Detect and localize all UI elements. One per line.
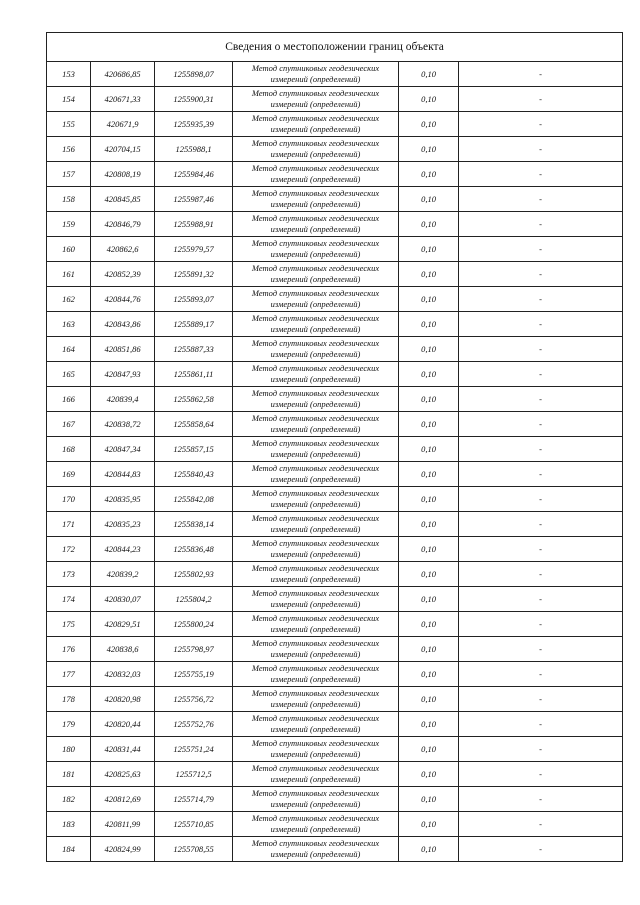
method-cell: [233, 62, 399, 87]
method-cell: [233, 587, 399, 612]
accuracy-cell: 0,10: [399, 587, 459, 612]
accuracy-cell: 0,10: [399, 62, 459, 87]
accuracy-cell: 0,10: [399, 87, 459, 112]
coord-y: 1255712,5: [155, 762, 233, 787]
table-row: [47, 712, 623, 737]
description-cell: -: [459, 512, 623, 537]
table-row: [47, 662, 623, 687]
point-number: 162: [47, 287, 91, 312]
coord-x: 420831,44: [91, 737, 155, 762]
point-number: 172: [47, 537, 91, 562]
coord-x: 420844,23: [91, 537, 155, 562]
point-number: 169: [47, 462, 91, 487]
point-number: 177: [47, 662, 91, 687]
table-row: [47, 537, 623, 562]
coord-x: 420846,79: [91, 212, 155, 237]
coord-y: 1255802,93: [155, 562, 233, 587]
boundary-coordinates-table: [46, 32, 623, 862]
coord-y: 1255900,31: [155, 87, 233, 112]
description-cell: -: [459, 437, 623, 462]
table-row: [47, 837, 623, 862]
table-row: [47, 412, 623, 437]
table-row: [47, 62, 623, 87]
table-row: [47, 787, 623, 812]
method-cell: [233, 462, 399, 487]
coord-x: 420811,99: [91, 812, 155, 837]
table-row: [47, 162, 623, 187]
accuracy-cell: 0,10: [399, 137, 459, 162]
coord-x: 420812,69: [91, 787, 155, 812]
method-line1: Метод спутниковых геодезических: [251, 263, 380, 273]
method-cell: [233, 787, 399, 812]
description-cell: -: [459, 637, 623, 662]
method-line1: Метод спутниковых геодезических: [251, 813, 380, 823]
coord-y: 1255756,72: [155, 687, 233, 712]
method-line1: Метод спутниковых геодезических: [251, 563, 380, 573]
coord-y: 1255984,46: [155, 162, 233, 187]
coord-y: 1255935,39: [155, 112, 233, 137]
method-cell: [233, 562, 399, 587]
accuracy-cell: 0,10: [399, 387, 459, 412]
method-line2: измерений (определений): [270, 99, 361, 109]
method-line2: измерений (определений): [270, 824, 361, 834]
accuracy-cell: 0,10: [399, 812, 459, 837]
coord-y: 1255988,1: [155, 137, 233, 162]
method-cell: [233, 737, 399, 762]
method-line1: Метод спутниковых геодезических: [251, 763, 380, 773]
description-cell: -: [459, 662, 623, 687]
method-line1: Метод спутниковых геодезических: [251, 413, 380, 423]
coord-x: 420843,86: [91, 312, 155, 337]
table-row: [47, 812, 623, 837]
coord-x: 420847,93: [91, 362, 155, 387]
table-row: [47, 287, 623, 312]
accuracy-cell: 0,10: [399, 237, 459, 262]
accuracy-cell: 0,10: [399, 487, 459, 512]
accuracy-cell: 0,10: [399, 262, 459, 287]
table-row: [47, 687, 623, 712]
method-line2: измерений (определений): [270, 624, 361, 634]
point-number: 182: [47, 787, 91, 812]
table-row: [47, 212, 623, 237]
method-line1: Метод спутниковых геодезических: [251, 238, 380, 248]
description-cell: -: [459, 712, 623, 737]
method-cell: [233, 837, 399, 862]
point-number: 166: [47, 387, 91, 412]
method-cell: [233, 162, 399, 187]
table-row: [47, 87, 623, 112]
coord-y: 1255710,85: [155, 812, 233, 837]
method-line2: измерений (определений): [270, 649, 361, 659]
point-number: 157: [47, 162, 91, 187]
point-number: 175: [47, 612, 91, 637]
description-cell: -: [459, 287, 623, 312]
method-line2: измерений (определений): [270, 749, 361, 759]
coord-y: 1255800,24: [155, 612, 233, 637]
table-title: Сведения о местоположении границ объекта: [47, 33, 623, 62]
table-row: [47, 737, 623, 762]
point-number: 154: [47, 87, 91, 112]
method-cell: [233, 537, 399, 562]
method-line1: Метод спутниковых геодезических: [251, 88, 380, 98]
method-line2: измерений (определений): [270, 249, 361, 259]
point-number: 168: [47, 437, 91, 462]
method-line2: измерений (определений): [270, 524, 361, 534]
description-cell: -: [459, 312, 623, 337]
table-row: [47, 612, 623, 637]
method-line1: Метод спутниковых геодезических: [251, 538, 380, 548]
method-line2: измерений (определений): [270, 774, 361, 784]
coord-y: 1255840,43: [155, 462, 233, 487]
method-cell: [233, 662, 399, 687]
point-number: 183: [47, 812, 91, 837]
coord-y: 1255755,19: [155, 662, 233, 687]
coord-x: 420839,2: [91, 562, 155, 587]
description-cell: -: [459, 737, 623, 762]
method-cell: [233, 437, 399, 462]
accuracy-cell: 0,10: [399, 212, 459, 237]
method-line2: измерений (определений): [270, 399, 361, 409]
table-row: [47, 387, 623, 412]
method-cell: [233, 687, 399, 712]
coord-y: 1255898,07: [155, 62, 233, 87]
method-line1: Метод спутниковых геодезических: [251, 588, 380, 598]
point-number: 173: [47, 562, 91, 587]
accuracy-cell: 0,10: [399, 287, 459, 312]
method-cell: [233, 512, 399, 537]
method-cell: [233, 137, 399, 162]
point-number: 170: [47, 487, 91, 512]
method-line2: измерений (определений): [270, 299, 361, 309]
accuracy-cell: 0,10: [399, 437, 459, 462]
method-cell: [233, 412, 399, 437]
accuracy-cell: 0,10: [399, 612, 459, 637]
point-number: 163: [47, 312, 91, 337]
table-row: [47, 637, 623, 662]
coord-y: 1255836,48: [155, 537, 233, 562]
description-cell: -: [459, 812, 623, 837]
description-cell: -: [459, 412, 623, 437]
method-line1: Метод спутниковых геодезических: [251, 188, 380, 198]
coord-x: 420820,98: [91, 687, 155, 712]
accuracy-cell: 0,10: [399, 712, 459, 737]
coord-x: 420839,4: [91, 387, 155, 412]
table-row: [47, 362, 623, 387]
method-cell: [233, 287, 399, 312]
method-line2: измерений (определений): [270, 174, 361, 184]
method-cell: [233, 612, 399, 637]
description-cell: -: [459, 87, 623, 112]
method-line2: измерений (определений): [270, 124, 361, 134]
coord-x: 420824,99: [91, 837, 155, 862]
method-line1: Метод спутниковых геодезических: [251, 663, 380, 673]
method-line1: Метод спутниковых геодезических: [251, 388, 380, 398]
coord-x: 420671,33: [91, 87, 155, 112]
method-cell: [233, 212, 399, 237]
method-cell: [233, 487, 399, 512]
method-line2: измерений (определений): [270, 674, 361, 684]
method-line1: Метод спутниковых геодезических: [251, 163, 380, 173]
method-line2: измерений (определений): [270, 349, 361, 359]
description-cell: -: [459, 262, 623, 287]
point-number: 165: [47, 362, 91, 387]
coord-x: 420671,9: [91, 112, 155, 137]
method-cell: [233, 87, 399, 112]
point-number: 179: [47, 712, 91, 737]
method-line2: измерений (определений): [270, 474, 361, 484]
coord-y: 1255862,58: [155, 387, 233, 412]
accuracy-cell: 0,10: [399, 337, 459, 362]
point-number: 160: [47, 237, 91, 262]
point-number: 176: [47, 637, 91, 662]
description-cell: -: [459, 112, 623, 137]
accuracy-cell: 0,10: [399, 412, 459, 437]
point-number: 159: [47, 212, 91, 237]
accuracy-cell: 0,10: [399, 187, 459, 212]
coord-x: 420820,44: [91, 712, 155, 737]
method-line1: Метод спутниковых геодезических: [251, 138, 380, 148]
method-cell: [233, 812, 399, 837]
method-line2: измерений (определений): [270, 549, 361, 559]
coord-x: 420686,85: [91, 62, 155, 87]
coord-y: 1255861,11: [155, 362, 233, 387]
table-row: [47, 437, 623, 462]
coord-x: 420847,34: [91, 437, 155, 462]
coord-x: 420852,39: [91, 262, 155, 287]
method-cell: [233, 312, 399, 337]
method-line1: Метод спутниковых геодезических: [251, 688, 380, 698]
accuracy-cell: 0,10: [399, 512, 459, 537]
method-line1: Метод спутниковых геодезических: [251, 513, 380, 523]
method-line1: Метод спутниковых геодезических: [251, 213, 380, 223]
coord-x: 420830,07: [91, 587, 155, 612]
method-line2: измерений (определений): [270, 849, 361, 859]
description-cell: -: [459, 837, 623, 862]
accuracy-cell: 0,10: [399, 637, 459, 662]
accuracy-cell: 0,10: [399, 312, 459, 337]
method-line2: измерений (определений): [270, 274, 361, 284]
table-row: [47, 137, 623, 162]
method-line1: Метод спутниковых геодезических: [251, 288, 380, 298]
coord-x: 420704,15: [91, 137, 155, 162]
method-line2: измерений (определений): [270, 149, 361, 159]
accuracy-cell: 0,10: [399, 737, 459, 762]
method-cell: [233, 337, 399, 362]
method-line1: Метод спутниковых геодезических: [251, 738, 380, 748]
table-row: [47, 112, 623, 137]
description-cell: -: [459, 762, 623, 787]
method-line2: измерений (определений): [270, 199, 361, 209]
description-cell: -: [459, 787, 623, 812]
point-number: 184: [47, 837, 91, 862]
coord-y: 1255798,97: [155, 637, 233, 662]
coord-y: 1255857,15: [155, 437, 233, 462]
accuracy-cell: 0,10: [399, 362, 459, 387]
point-number: 171: [47, 512, 91, 537]
coord-y: 1255891,32: [155, 262, 233, 287]
accuracy-cell: 0,10: [399, 662, 459, 687]
method-line1: Метод спутниковых геодезических: [251, 713, 380, 723]
description-cell: -: [459, 387, 623, 412]
method-line2: измерений (определений): [270, 599, 361, 609]
coord-y: 1255887,33: [155, 337, 233, 362]
coord-x: 420862,6: [91, 237, 155, 262]
method-line2: измерений (определений): [270, 799, 361, 809]
point-number: 153: [47, 62, 91, 87]
accuracy-cell: 0,10: [399, 762, 459, 787]
description-cell: -: [459, 337, 623, 362]
point-number: 161: [47, 262, 91, 287]
description-cell: -: [459, 462, 623, 487]
coord-x: 420835,95: [91, 487, 155, 512]
method-cell: [233, 637, 399, 662]
table-row: [47, 337, 623, 362]
coord-x: 420835,23: [91, 512, 155, 537]
method-cell: [233, 187, 399, 212]
coord-y: 1255752,76: [155, 712, 233, 737]
table-row: [47, 562, 623, 587]
point-number: 164: [47, 337, 91, 362]
description-cell: -: [459, 487, 623, 512]
method-cell: [233, 387, 399, 412]
table-row: [47, 762, 623, 787]
coord-y: 1255889,17: [155, 312, 233, 337]
description-cell: -: [459, 162, 623, 187]
coord-y: 1255708,55: [155, 837, 233, 862]
coord-x: 420838,72: [91, 412, 155, 437]
coord-y: 1255988,91: [155, 212, 233, 237]
coord-x: 420838,6: [91, 637, 155, 662]
coord-y: 1255858,64: [155, 412, 233, 437]
method-line2: измерений (определений): [270, 499, 361, 509]
point-number: 181: [47, 762, 91, 787]
table-row: [47, 187, 623, 212]
coord-y: 1255838,14: [155, 512, 233, 537]
coord-x: 420844,83: [91, 462, 155, 487]
description-cell: -: [459, 612, 623, 637]
point-number: 180: [47, 737, 91, 762]
point-number: 158: [47, 187, 91, 212]
table-row: [47, 587, 623, 612]
method-line1: Метод спутниковых геодезических: [251, 363, 380, 373]
description-cell: -: [459, 362, 623, 387]
coord-y: 1255714,79: [155, 787, 233, 812]
method-line2: измерений (определений): [270, 224, 361, 234]
method-line2: измерений (определений): [270, 724, 361, 734]
method-line2: измерений (определений): [270, 424, 361, 434]
coordinates-sheet: [46, 32, 622, 862]
description-cell: -: [459, 687, 623, 712]
point-number: 178: [47, 687, 91, 712]
method-line1: Метод спутниковых геодезических: [251, 63, 380, 73]
table-row: [47, 462, 623, 487]
method-line1: Метод спутниковых геодезических: [251, 838, 380, 848]
coord-x: 420808,19: [91, 162, 155, 187]
accuracy-cell: 0,10: [399, 687, 459, 712]
point-number: 156: [47, 137, 91, 162]
coord-x: 420851,86: [91, 337, 155, 362]
coord-y: 1255893,07: [155, 287, 233, 312]
accuracy-cell: 0,10: [399, 112, 459, 137]
coord-x: 420829,51: [91, 612, 155, 637]
method-line2: измерений (определений): [270, 699, 361, 709]
coord-x: 420832,03: [91, 662, 155, 687]
method-cell: [233, 712, 399, 737]
method-line2: измерений (определений): [270, 449, 361, 459]
method-cell: [233, 237, 399, 262]
method-line1: Метод спутниковых геодезических: [251, 438, 380, 448]
table-row: [47, 487, 623, 512]
method-line1: Метод спутниковых геодезических: [251, 338, 380, 348]
accuracy-cell: 0,10: [399, 562, 459, 587]
method-line1: Метод спутниковых геодезических: [251, 613, 380, 623]
description-cell: -: [459, 587, 623, 612]
accuracy-cell: 0,10: [399, 787, 459, 812]
coord-y: 1255987,46: [155, 187, 233, 212]
accuracy-cell: 0,10: [399, 462, 459, 487]
table-row: [47, 237, 623, 262]
coord-x: 420845,85: [91, 187, 155, 212]
method-line2: измерений (определений): [270, 574, 361, 584]
title-row: [47, 33, 623, 62]
table-row: [47, 512, 623, 537]
method-cell: [233, 112, 399, 137]
description-cell: -: [459, 137, 623, 162]
accuracy-cell: 0,10: [399, 162, 459, 187]
description-cell: -: [459, 62, 623, 87]
description-cell: -: [459, 537, 623, 562]
method-line2: измерений (определений): [270, 374, 361, 384]
method-cell: [233, 762, 399, 787]
method-cell: [233, 262, 399, 287]
method-cell: [233, 362, 399, 387]
description-cell: -: [459, 237, 623, 262]
coord-y: 1255979,57: [155, 237, 233, 262]
method-line1: Метод спутниковых геодезических: [251, 113, 380, 123]
coord-x: 420825,63: [91, 762, 155, 787]
table-row: [47, 262, 623, 287]
coord-x: 420844,76: [91, 287, 155, 312]
description-cell: -: [459, 187, 623, 212]
method-line1: Метод спутниковых геодезических: [251, 488, 380, 498]
method-line2: измерений (определений): [270, 324, 361, 334]
coord-y: 1255842,08: [155, 487, 233, 512]
method-line1: Метод спутниковых геодезических: [251, 638, 380, 648]
point-number: 174: [47, 587, 91, 612]
coord-y: 1255751,24: [155, 737, 233, 762]
table-row: [47, 312, 623, 337]
method-line2: измерений (определений): [270, 74, 361, 84]
method-line1: Метод спутниковых геодезических: [251, 463, 380, 473]
table-body: [47, 33, 623, 862]
description-cell: -: [459, 212, 623, 237]
method-line1: Метод спутниковых геодезических: [251, 788, 380, 798]
point-number: 155: [47, 112, 91, 137]
coord-y: 1255804,2: [155, 587, 233, 612]
accuracy-cell: 0,10: [399, 537, 459, 562]
method-line1: Метод спутниковых геодезических: [251, 313, 380, 323]
point-number: 167: [47, 412, 91, 437]
description-cell: -: [459, 562, 623, 587]
accuracy-cell: 0,10: [399, 837, 459, 862]
